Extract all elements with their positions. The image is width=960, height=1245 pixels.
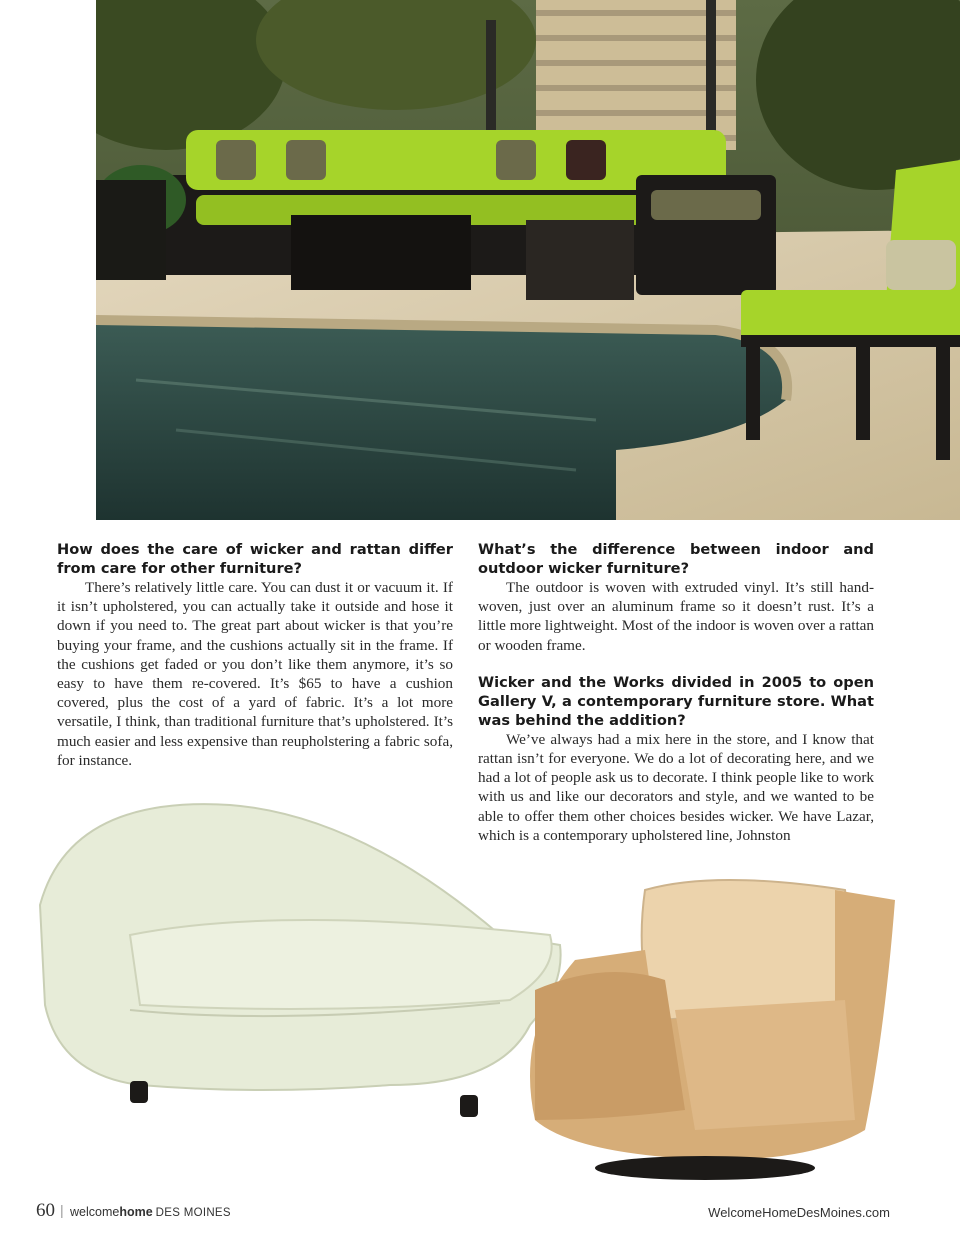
answer-gallery-v: We’ve always had a mix here in the store, and I know that rattan isn’t for everyone. We do a lot of decorating here, and we had a lot of people ask us to decorate. I think people like to work with us and like our decorators and style, and we wanted to be able to offer them other choices besides wicker. We have Lazar, which is a contemporary upholstered line, Johnston	[478, 730, 874, 844]
question-gallery-v: Wicker and the Works divided in 2005 to open Gallery V, a contemporary furniture store. What was behind the addition?	[478, 673, 874, 729]
footer-separator: |	[60, 1202, 64, 1218]
website-url: WelcomeHomeDesMoines.com	[708, 1205, 890, 1220]
page-number: 60	[36, 1200, 55, 1221]
brand-home: home	[119, 1205, 153, 1219]
page-footer	[36, 1200, 890, 1224]
answer-wicker-care: There’s relatively little care. You can dust it or vacuum it. If it isn’t upholstered, you can actually take it outside and hose it down if you need to. The great part about wicker is that you’re buying your frame, and the cushions actually sit in the frame. If the cushions get faded or you don’t like them anymore, it’s so easy to have them re-covered. It’s $65 to have a cushion covered, plus the cost of a yard of fabric. It’s a lot more versatile, I think, than traditional furniture that’s upholstered. It’s much easier and less expensive than reupholstering a fabric sofa, for instance.	[57, 579, 453, 769]
cream-sofa-photo	[30, 785, 570, 1125]
tan-chair-photo	[515, 870, 900, 1185]
tan-chair-illustration	[515, 870, 900, 1185]
question-indoor-outdoor: What’s the difference between indoor and outdoor wicker furniture?	[478, 541, 874, 577]
patio-illustration	[96, 0, 960, 520]
cream-sofa-illustration	[30, 785, 570, 1125]
answer-indoor-outdoor: The outdoor is woven with extruded vinyl. It’s still hand-woven, just over an aluminum frame so it doesn’t rust. It’s a little more lightweight. Most of the indoor is woven over a rattan or wooden frame.	[478, 579, 874, 654]
left-column	[57, 540, 453, 770]
patio-photo	[96, 0, 960, 520]
armchair	[636, 175, 776, 295]
ottoman	[526, 220, 634, 300]
brand-welcome: welcome	[70, 1205, 120, 1219]
coffee-table	[291, 215, 471, 290]
magazine-brand	[70, 1205, 231, 1219]
question-wicker-care: How does the care of wicker and rattan differ from care for other furniture?	[57, 541, 453, 577]
brand-city: DES MOINES	[155, 1207, 231, 1219]
